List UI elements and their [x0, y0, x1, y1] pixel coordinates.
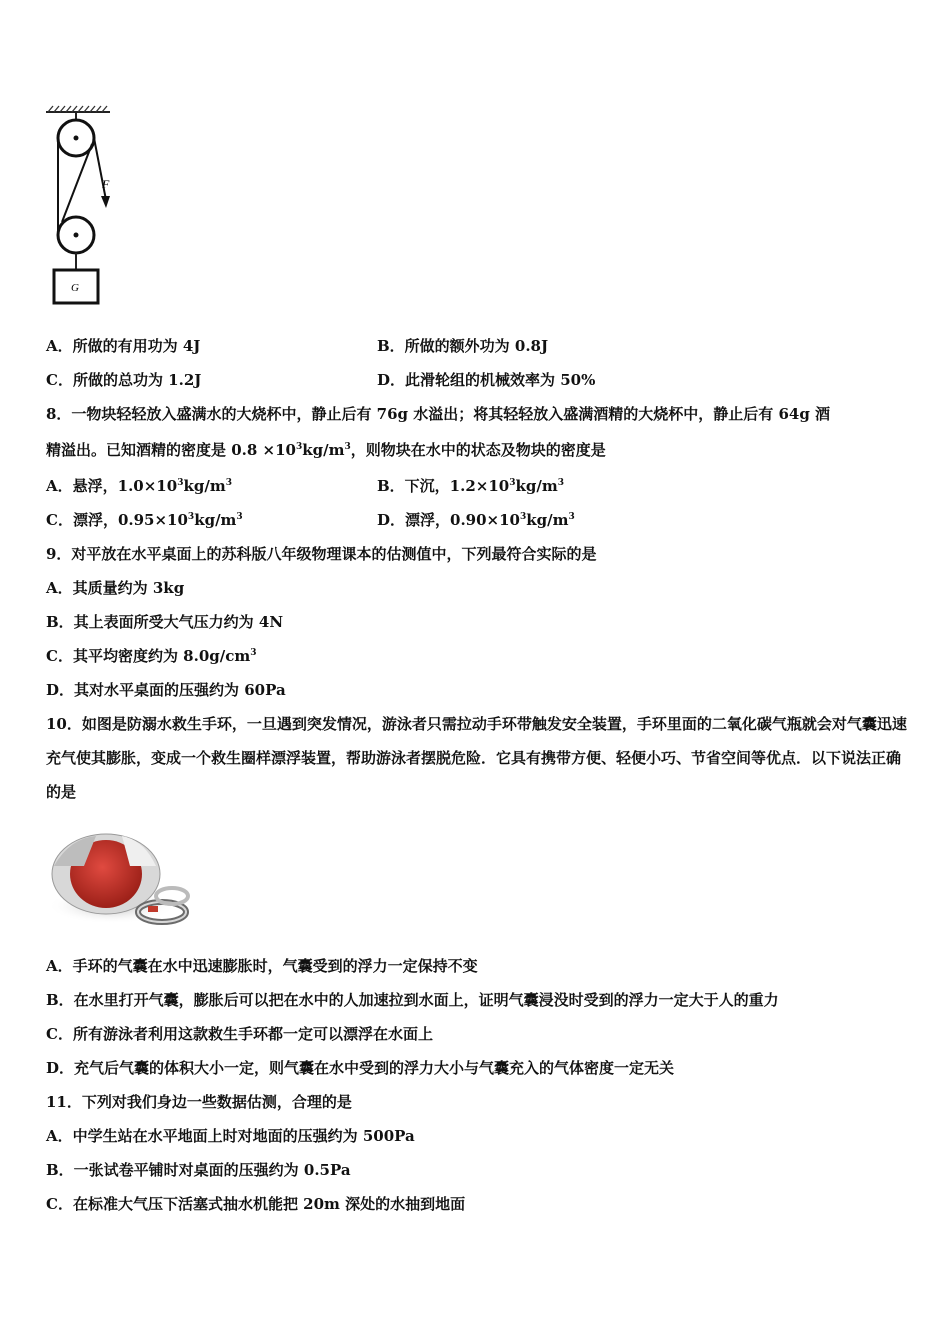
q9-option-c: C．其平均密度约为 $8.0g/cm^3$ [46, 647, 257, 665]
lifesaving-bracelet-figure [44, 826, 194, 930]
q10-stem: 10．如图是防溺水救生手环，一旦遇到突发情况，游泳者只需拉动手环带触发安全装置，手环里面的二氧化碳气瓶就会对气囊迅速充气使其膨胀，变成一个救生圈样漂浮装置，帮助游泳者摆脱危险．它具有携带方便、轻便小巧、节省空间等优点．以下说法正确的是 [46, 715, 907, 801]
q7-option-d: D．此滑轮组的机械效率为 50% [377, 371, 596, 389]
q11-option-b: B．一张试卷平铺时对桌面的压强约为 0.5Pa [46, 1161, 351, 1179]
q8-option-c: C．漂浮，$0.95\times 10^3kg/m^3$ [46, 511, 243, 529]
force-arrow-icon [101, 196, 110, 208]
q10-option-c: C．所有游泳者利用这款救生手环都一定可以漂浮在水面上 [46, 1025, 433, 1043]
q8-stem-line2: 精溢出。已知酒精的密度是 $0.8 \times 10^3kg/m^3$，则物块在水中的状态及物块的密度是 [46, 441, 606, 459]
q9-option-d: D．其对水平桌面的压强约为 60Pa [46, 681, 286, 699]
weight-label: G [71, 282, 79, 294]
q10-option-b: B．在水里打开气囊，膨胀后可以把在水中的人加速拉到水面上，证明气囊浸没时受到的浮力一定大于人的重力 [46, 991, 779, 1009]
pulley-figure [40, 104, 120, 310]
q8-option-b: B．下沉，$1.2\times 10^3kg/m^3$ [377, 477, 564, 495]
q7-option-b: B．所做的额外功为 0.8J [377, 337, 549, 355]
q10-option-a: A．手环的气囊在水中迅速膨胀时，气囊受到的浮力一定保持不变 [46, 957, 478, 975]
q11-stem: 11．下列对我们身边一些数据估测，合理的是 [46, 1093, 352, 1111]
q10-option-d: D．充气后气囊的体积大小一定，则气囊在水中受到的浮力大小与气囊充入的气体密度一定无关 [46, 1059, 675, 1077]
q8-stem-line1: 8．一物块轻轻放入盛满水的大烧杯中，静止后有 76g 水溢出；将其轻轻放入盛满酒精的大烧杯中，静止后有 64g 酒 [46, 405, 831, 423]
q9-option-b: B．其上表面所受大气压力约为 4N [46, 613, 284, 631]
q11-option-a: A．中学生站在水平地面上时对地面的压强约为 500Pa [46, 1127, 415, 1145]
q8-option-a: A．悬浮，$1.0\times 10^3kg/m^3$ [46, 477, 232, 495]
force-label: F [102, 177, 110, 191]
q9-option-a: A．其质量约为 3kg [46, 579, 185, 597]
q7-option-a: A．所做的有用功为 4J [46, 337, 201, 355]
q11-option-c: C．在标准大气压下活塞式抽水机能把 20m 深处的水抽到地面 [46, 1195, 466, 1213]
q9-stem: 9．对平放在水平桌面上的苏科版八年级物理课本的估测值中，下列最符合实际的是 [46, 545, 597, 563]
q8-option-d: D．漂浮，$0.90\times 10^3kg/m^3$ [377, 511, 575, 529]
q7-option-c: C．所做的总功为 1.2J [46, 371, 202, 389]
